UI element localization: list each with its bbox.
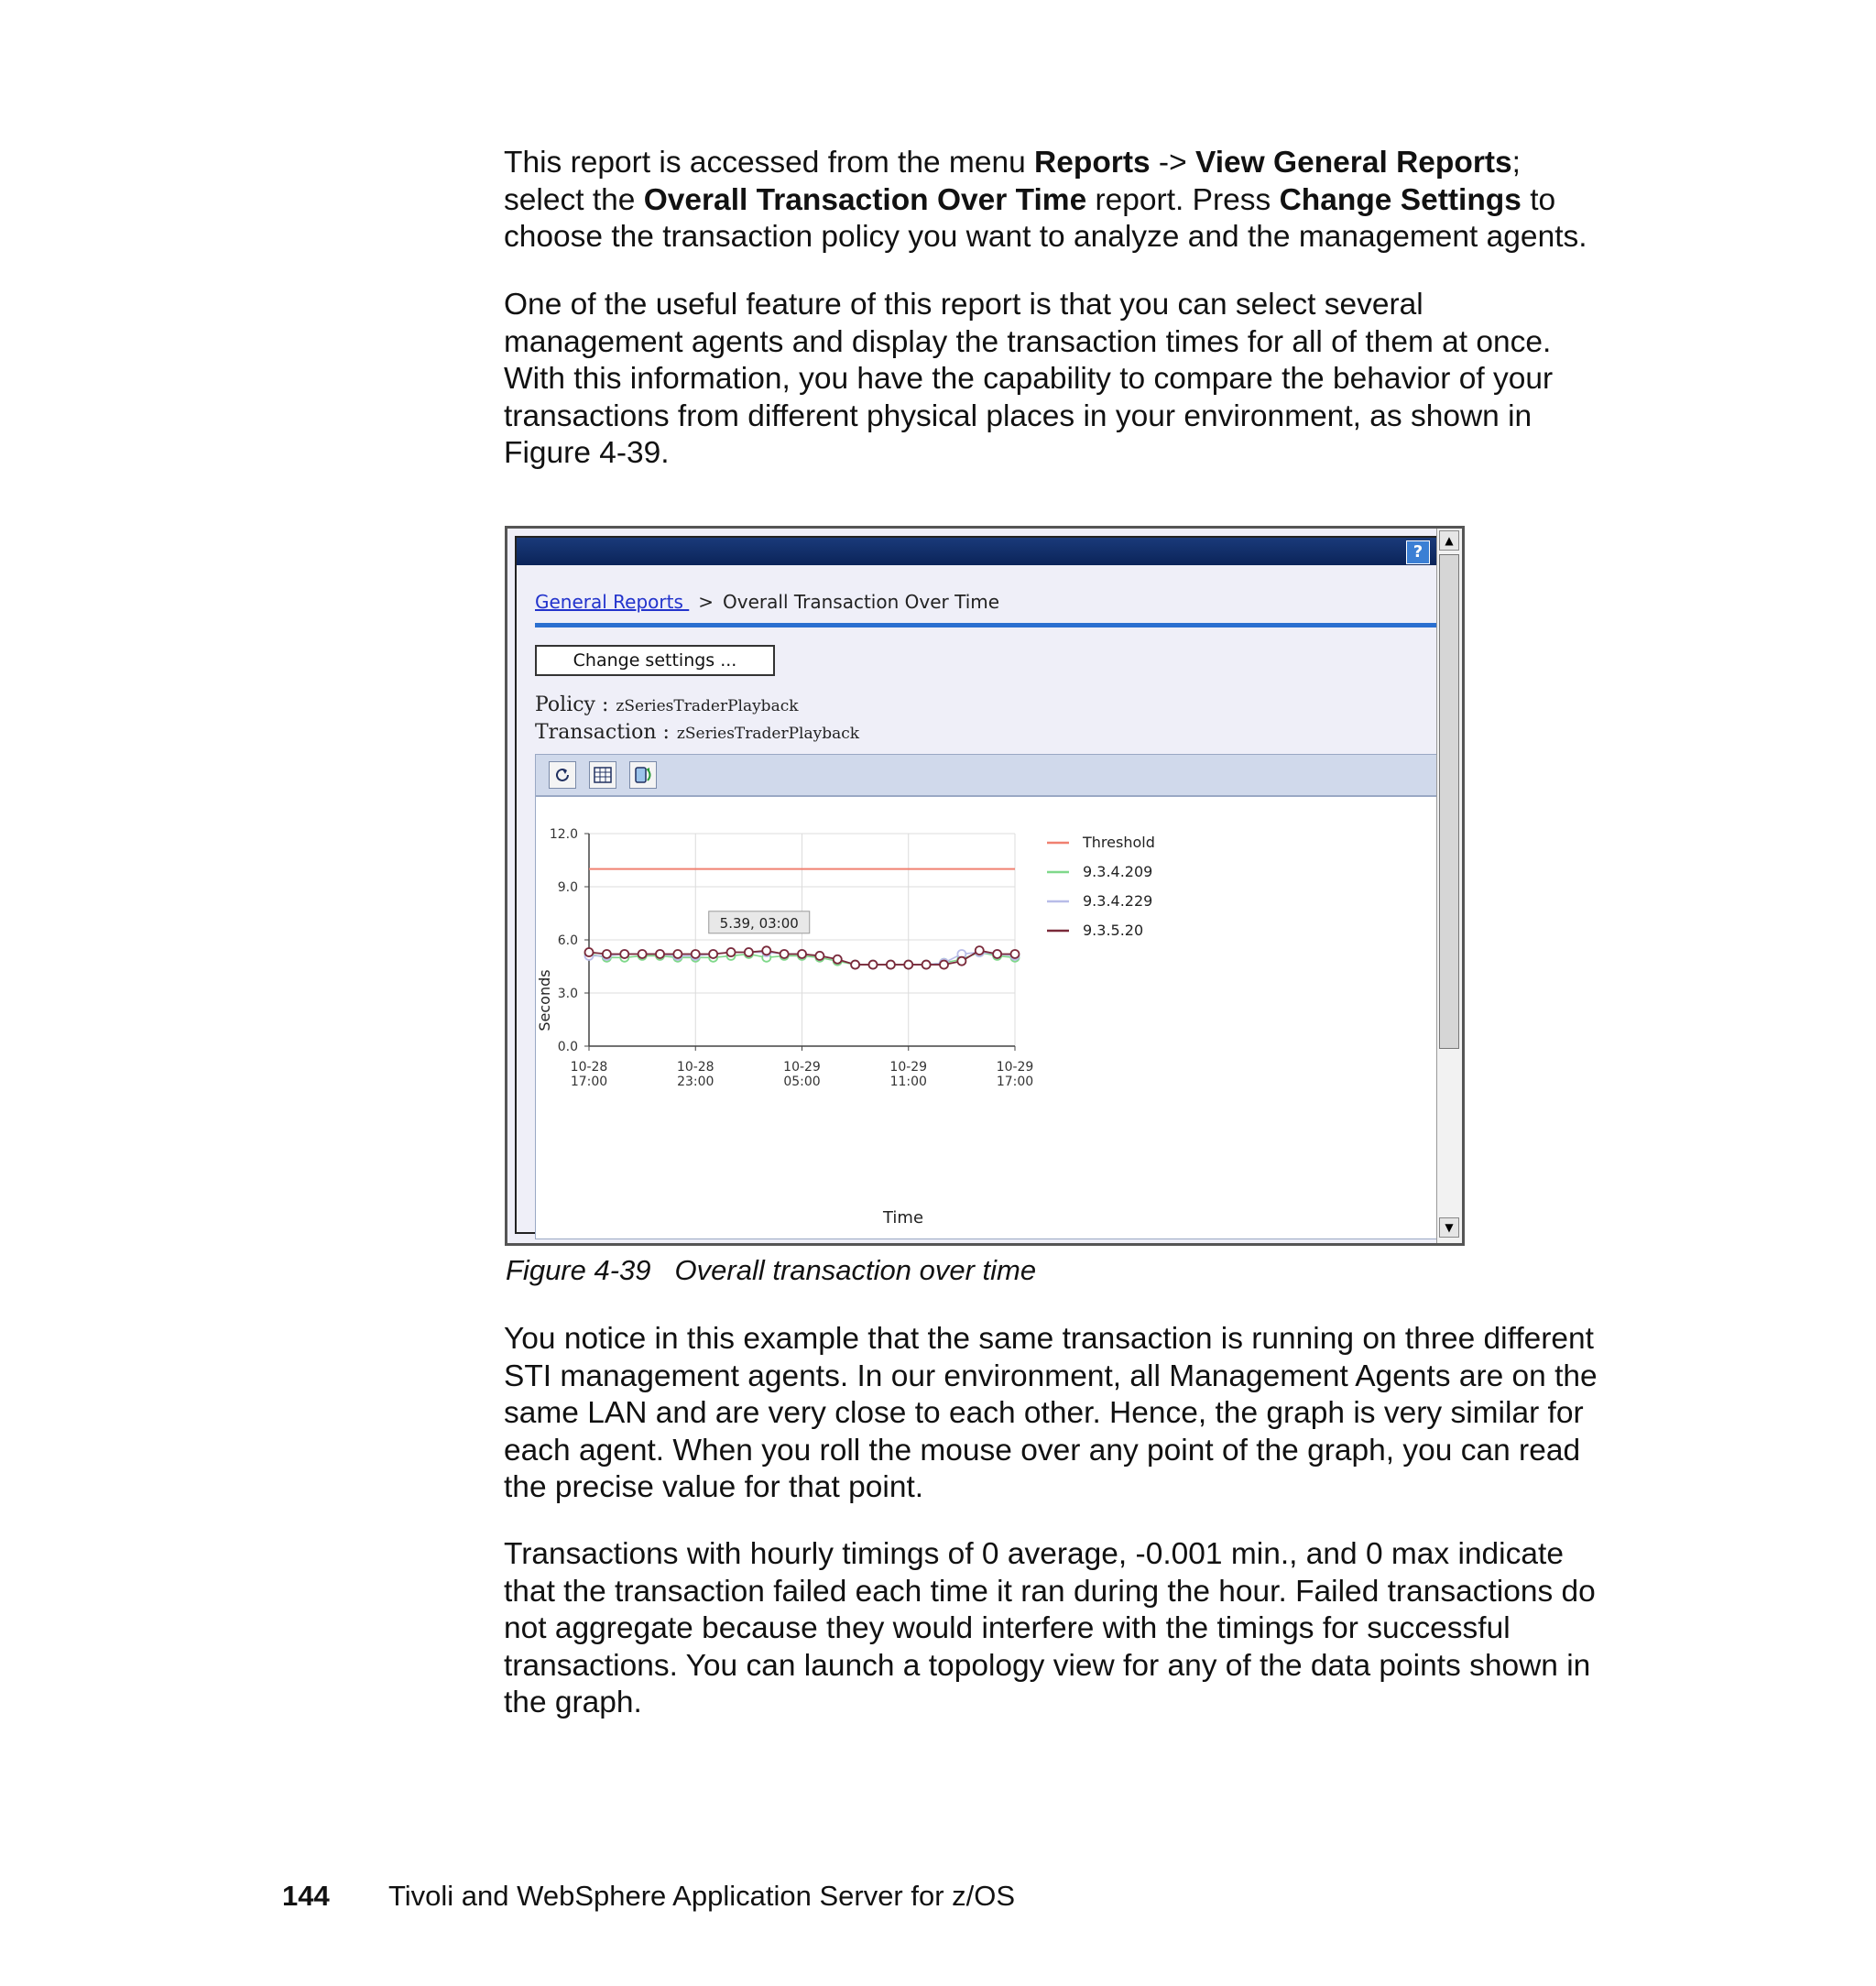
- figure-number: Figure 4-39: [506, 1254, 651, 1286]
- feature-paragraph: [504, 287, 1603, 473]
- breadcrumb-general-reports-link[interactable]: General Reports: [535, 591, 690, 613]
- book-title: Tivoli and WebSphere Application Server for z/OS: [388, 1880, 1016, 1912]
- data-point: [1011, 950, 1020, 958]
- data-point: [709, 950, 717, 958]
- intro-line-2: select the Overall Transaction Over Time report. Press Change Settings to: [504, 182, 1556, 217]
- y-axis-title: Seconds: [536, 969, 553, 1031]
- text-line: that the transaction failed each time it ran during the hour. Failed transactions do: [504, 1574, 1596, 1609]
- header-divider: [535, 623, 1440, 627]
- page-footer: [282, 1880, 1015, 1913]
- x-tick-label-date: 10-29: [783, 1060, 821, 1075]
- intro-line-3: choose the transaction policy you want to analyze and the management agents.: [504, 220, 1587, 254]
- text-line: Figure 4-39.: [504, 436, 670, 470]
- refresh-icon: [550, 762, 575, 788]
- text-line: transactions. You can launch a topology view for any of the data points shown in: [504, 1648, 1591, 1683]
- y-tick-label: 9.0: [557, 880, 578, 895]
- x-tick-label-date: 10-28: [570, 1060, 608, 1075]
- table-icon: [590, 762, 616, 788]
- breadcrumb-current: Overall Transaction Over Time: [723, 591, 1000, 613]
- data-point: [869, 961, 878, 969]
- chart-area: [535, 796, 1440, 1239]
- data-point: [585, 948, 594, 956]
- text-line: You notice in this example that the same transaction is running on three different: [504, 1322, 1594, 1356]
- y-tick-label: 0.0: [557, 1040, 578, 1054]
- line-chart: [536, 797, 1439, 1239]
- text-line: Transactions with hourly timings of 0 average, -0.001 min., and 0 max indicate: [504, 1537, 1564, 1571]
- tooltip-text: 5.39, 03:00: [719, 914, 799, 932]
- y-tick-label: 3.0: [557, 987, 578, 1001]
- help-button[interactable]: ?: [1406, 540, 1430, 564]
- observation-paragraph: [504, 1321, 1603, 1507]
- text-line: STI management agents. In our environment, all Management Agents are on the: [504, 1359, 1598, 1393]
- text-line: each agent. When you roll the mouse over any point of the graph, you can read: [504, 1433, 1581, 1468]
- text-line: transactions from different physical places in your environment, as shown in: [504, 398, 1532, 433]
- report-name: Overall Transaction Over Time: [643, 182, 1087, 217]
- text-line: One of the useful feature of this report is that you can select several: [504, 288, 1423, 322]
- data-point: [692, 950, 700, 958]
- breadcrumb: [535, 591, 999, 613]
- table-view-button[interactable]: [589, 761, 616, 789]
- failed-transactions-paragraph: [504, 1536, 1603, 1722]
- data-point: [815, 952, 823, 960]
- data-point: [798, 950, 806, 958]
- x-tick-label-date: 10-29: [996, 1060, 1034, 1075]
- data-point: [940, 961, 948, 969]
- text-line: the precise value for that point.: [504, 1470, 924, 1504]
- report-window: [515, 536, 1443, 1234]
- scroll-thumb[interactable]: [1439, 554, 1459, 1049]
- text-line: management agents and display the transaction times for all of them at once.: [504, 324, 1552, 359]
- y-tick-label: 6.0: [557, 933, 578, 948]
- text-line: same LAN and are very close to each other. Hence, the graph is very similar for: [504, 1396, 1584, 1430]
- scroll-up-arrow[interactable]: ▲: [1439, 530, 1459, 551]
- x-tick-label-time: 11:00: [889, 1075, 927, 1089]
- x-tick-label-time: 17:00: [570, 1075, 608, 1089]
- data-point: [887, 961, 895, 969]
- page-number: 144: [282, 1880, 330, 1912]
- text-line: With this information, you have the capability to compare the behavior of your: [504, 362, 1554, 396]
- window-titlebar: [517, 538, 1441, 565]
- menu-view-general-reports: View General Reports: [1194, 146, 1512, 180]
- breadcrumb-separator: >: [698, 591, 714, 613]
- data-point: [620, 950, 628, 958]
- x-tick-label-time: 05:00: [783, 1075, 821, 1089]
- data-point: [673, 950, 682, 958]
- y-tick-label: 12.0: [549, 827, 578, 842]
- legend-label: Threshold: [1083, 834, 1155, 851]
- x-tick-label-date: 10-29: [889, 1060, 928, 1075]
- text-line: the graph.: [504, 1686, 642, 1719]
- policy-label: Policy :: [535, 693, 609, 716]
- transaction-value: zSeriesTraderPlayback: [676, 725, 860, 743]
- policy-value: zSeriesTraderPlayback: [616, 697, 799, 715]
- vertical-scrollbar[interactable]: [1436, 529, 1462, 1243]
- legend-label: 9.3.5.20: [1083, 922, 1144, 939]
- change-settings-button[interactable]: Change settings ...: [535, 645, 775, 676]
- x-tick-label-time: 23:00: [677, 1075, 714, 1089]
- figure-title: Overall transaction over time: [674, 1254, 1037, 1286]
- data-point: [780, 950, 789, 958]
- data-point: [727, 948, 736, 956]
- refresh-button[interactable]: [549, 761, 576, 789]
- data-point: [993, 950, 1001, 958]
- change-settings-term: Change Settings: [1279, 182, 1522, 217]
- report-screenshot: [505, 526, 1465, 1246]
- legend-label: 9.3.4.229: [1083, 892, 1153, 910]
- data-point: [976, 946, 984, 955]
- intro-line-1: This report is accessed from the menu Reports -> View General Reports;: [504, 146, 1521, 180]
- data-point: [904, 961, 912, 969]
- export-icon: [630, 762, 656, 788]
- data-point: [762, 946, 770, 955]
- x-tick-label-date: 10-28: [676, 1060, 714, 1075]
- transaction-row: [535, 721, 859, 744]
- export-button[interactable]: [629, 761, 657, 789]
- text-line: not aggregate because they would interfere with the timings for successful: [504, 1611, 1511, 1645]
- menu-reports: Reports: [1034, 146, 1151, 180]
- transaction-label: Transaction :: [535, 721, 670, 744]
- chart-toolbar: [535, 754, 1440, 796]
- data-point: [957, 957, 965, 966]
- x-axis-title: Time: [882, 1208, 924, 1228]
- data-point: [834, 955, 842, 964]
- policy-row: [535, 693, 799, 716]
- data-point: [745, 948, 753, 956]
- intro-paragraph: [504, 145, 1603, 256]
- data-point: [851, 961, 859, 969]
- data-point: [638, 950, 647, 958]
- data-point: [603, 950, 611, 958]
- data-point: [922, 961, 931, 969]
- figure-caption: [506, 1254, 1036, 1287]
- data-point: [656, 950, 664, 958]
- x-tick-label-time: 17:00: [996, 1075, 1034, 1089]
- scroll-down-arrow[interactable]: ▼: [1439, 1217, 1459, 1238]
- legend-label: 9.3.4.209: [1083, 863, 1153, 880]
